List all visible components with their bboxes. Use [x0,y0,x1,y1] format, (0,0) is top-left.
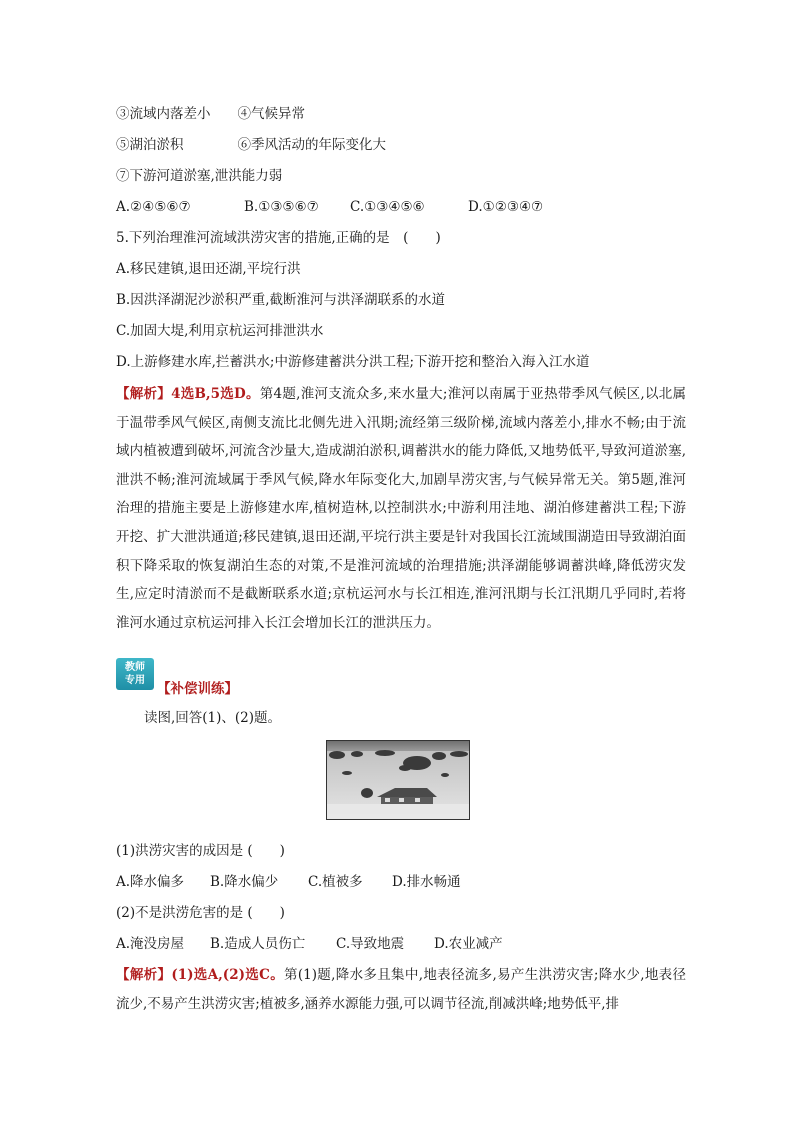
q5-choice-a: A.移民建镇,退田还湖,平垸行洪 [116,261,301,277]
option-line-7: ⑦下游河道淤塞,泄洪能力弱 [116,168,283,184]
q4-choice-c: C.①③④⑤⑥ [350,199,425,215]
badge-line-2: 专用 [125,675,145,686]
q4-choice-d: D.①②③④⑦ [468,199,544,215]
supplement-question-1: (1)洪涝灾害的成因是 ( ) [116,843,285,859]
q5-choice-d: D.上游修建水库,拦蓄洪水;中游修建蓄洪分洪工程;下游开挖和整治入海入江水道 [116,354,590,370]
supplement-q2-choices [116,935,503,953]
s-q2-choice-c: C.导致地震 [336,936,405,952]
analysis-tag: 【解析】 [116,386,172,402]
flood-photo [326,740,470,820]
analysis2-text: 第(1)题,降水多且集中,地表径流多,易产生洪涝灾害;降水少,地表径流少,不易产生洪涝灾害;植被多,涵养水源能力强,可以调节径流,削减洪峰;地势低平,排 [116,967,686,1012]
question-5: 5.下列治理淮河流域洪涝灾害的措施,正确的是 ( ) [116,230,441,246]
supplement-question-2: (2)不是洪涝危害的是 ( ) [116,905,285,921]
s-q1-choice-c: C.植被多 [308,874,363,890]
flood-photo-graphic [327,741,470,820]
supplement-title: 【补偿训练】 [157,681,238,697]
teacher-badge [116,658,154,690]
analysis2-answer: (1)选A,(2)选C。 [171,967,285,983]
q5-choice-c: C.加固大堤,利用京杭运河排泄洪水 [116,323,324,339]
supplement-intro: 读图,回答(1)、(2)题。 [144,710,282,726]
analysis2-tag: 【解析】 [116,967,172,983]
s-q2-choice-d: D.农业减产 [434,936,503,952]
q4-choice-a: A.②④⑤⑥⑦ [116,199,191,215]
badge-line-1: 教师 [125,662,145,673]
analysis-answer: 4选B,5选D。 [171,386,260,402]
s-q2-choice-b: B.造成人员伤亡 [210,936,306,952]
analysis-text: 第4题,淮河支流众多,来水量大;淮河以南属于亚热带季风气候区,以北属于温带季风气候区,南侧支流比北侧先进入汛期;流经第三级阶梯,流域内落差小,排水不畅;由于流域内植被遭到破坏,河流含沙量大,造成湖泊淤积,调蓄洪水的能力降低,又地势低平,导致河道淤塞,泄洪不畅;淮河流域属于季风气候,降水年际变化大,加剧旱涝灾害,与气候异常无关。第5题,淮河治理的措施主要是上游修建水库,植树造林,以控制洪水;中游利用洼地、湖泊修建蓄洪工程;下游开挖、扩大泄洪通道;移民建镇,退田还湖,平垸行洪主要是针对我国长江流域围湖造田导致湖泊面积下降采取的恢复湖泊生态的对策,不是淮河流域的治理措施;洪泽湖能够调蓄洪峰,降低涝灾发生,应定时清淤而不是截断联系水道;京杭运河水与长江相连,淮河汛期与长江汛期几乎同时,若将淮河水通过京杭运河排入长江会增加长江的泄洪压力。 [116,386,687,631]
analysis-supplement [116,961,686,1018]
supplement-q1-choices [116,873,461,891]
s-q1-choice-d: D.排水畅通 [392,874,461,890]
s-q1-choice-a: A.降水偏多 [116,874,185,890]
option-line-3-4: ③流域内落差小 ④气候异常 [116,106,305,122]
analysis-4-5 [116,380,686,637]
q4-choices [116,198,543,216]
q4-choice-b: B.①③⑤⑥⑦ [244,199,319,215]
option-line-5-6: ⑤湖泊淤积 ⑥季风活动的年际变化大 [116,137,386,153]
q5-choice-b: B.因洪泽湖泥沙淤积严重,截断淮河与洪泽湖联系的水道 [116,292,446,308]
s-q2-choice-a: A.淹没房屋 [116,936,185,952]
s-q1-choice-b: B.降水偏少 [210,874,279,890]
